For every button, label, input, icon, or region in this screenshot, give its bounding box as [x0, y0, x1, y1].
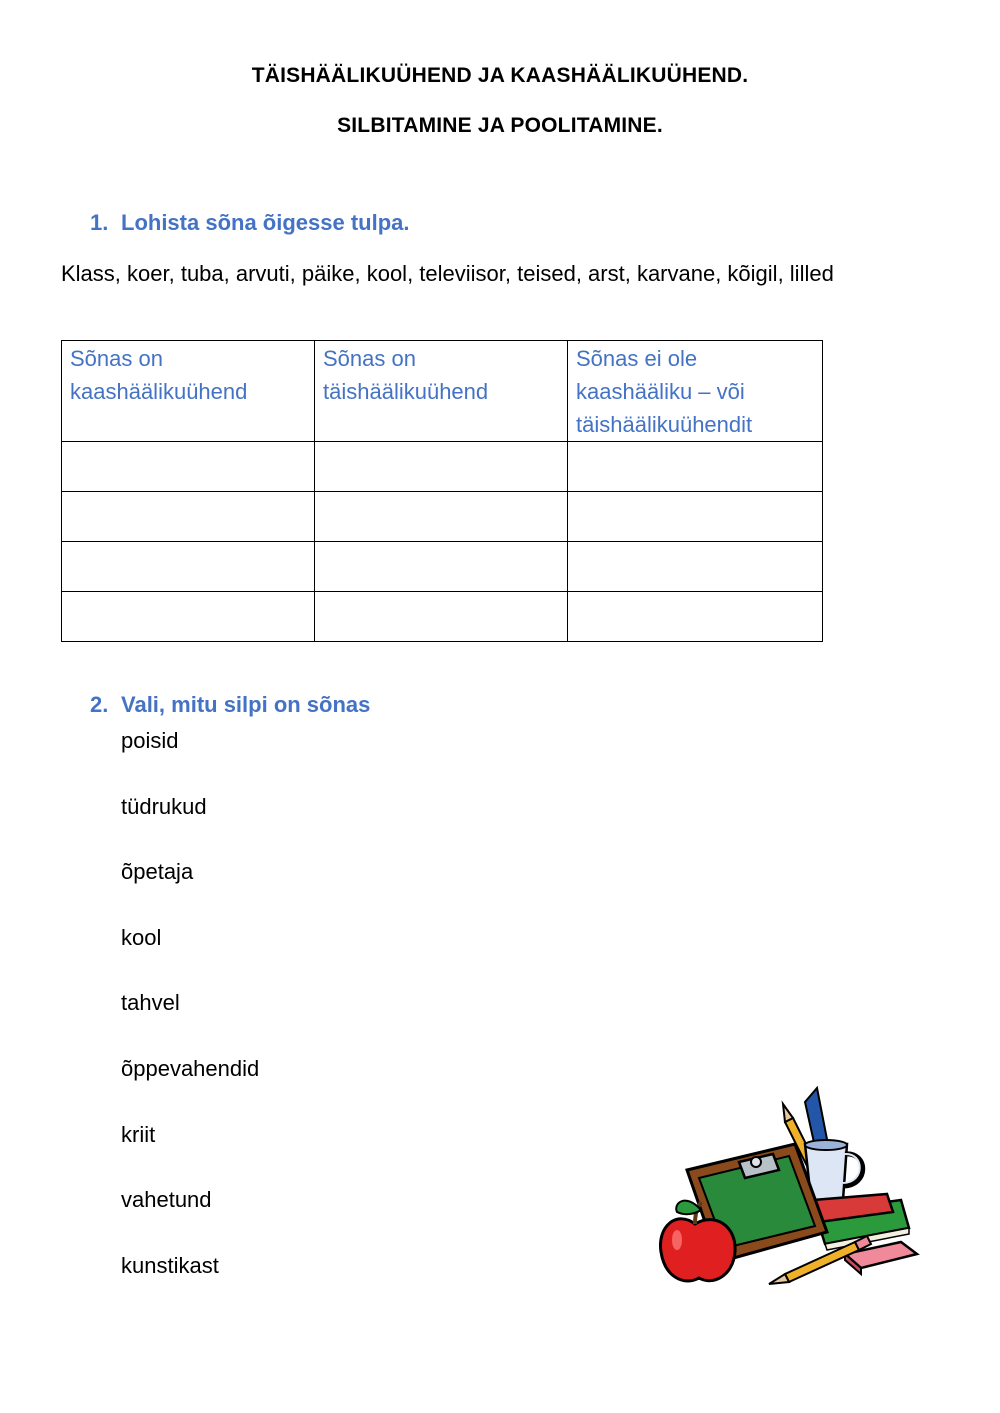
- drop-cell[interactable]: [62, 492, 315, 542]
- drop-cell[interactable]: [568, 492, 823, 542]
- table-row: [62, 492, 823, 542]
- drop-cell[interactable]: [568, 442, 823, 492]
- syllable-word: vahetund: [121, 1187, 212, 1213]
- drop-cell[interactable]: [568, 542, 823, 592]
- task-2-heading: [90, 692, 370, 718]
- sorting-table: [61, 340, 823, 642]
- task-1-instruction: Lohista sõna õigesse tulpa.: [121, 210, 410, 235]
- task-1-number: 1.: [90, 210, 109, 235]
- column-header-consonant-cluster: Sõnas on kaashäälikuühend: [62, 341, 315, 442]
- syllable-word: tahvel: [121, 990, 180, 1016]
- syllable-word: kriit: [121, 1121, 156, 1147]
- table-header-row: [62, 341, 823, 442]
- syllable-word: kool: [121, 924, 162, 950]
- worksheet-title-line-2: SILBITAMINE JA POOLITAMINE.: [337, 114, 663, 137]
- syllable-word: poisid: [121, 728, 179, 753]
- school-supplies-clipart: [655, 1082, 925, 1292]
- drop-cell[interactable]: [62, 542, 315, 592]
- task-2-number: 2.: [90, 692, 109, 717]
- drop-cell[interactable]: [62, 592, 315, 642]
- drop-cell[interactable]: [568, 592, 823, 642]
- table-row: [62, 442, 823, 492]
- drop-cell[interactable]: [315, 442, 568, 492]
- syllable-word: õpetaja: [121, 859, 194, 885]
- drop-cell[interactable]: [315, 592, 568, 642]
- worksheet-title-line-1: TÄISHÄÄLIKUÜHEND JA KAASHÄÄLIKUÜHEND.: [251, 64, 749, 87]
- drop-cell[interactable]: [62, 442, 315, 492]
- column-header-no-cluster: Sõnas ei ole kaashääliku – või täishäälikuühendit: [568, 341, 823, 442]
- drop-cell[interactable]: [315, 542, 568, 592]
- column-header-vowel-cluster: Sõnas on täishäälikuühend: [315, 341, 568, 442]
- syllable-word-list: [121, 725, 259, 1315]
- table-row: [62, 592, 823, 642]
- syllable-word: õppevahendid: [121, 1055, 260, 1081]
- table-row: [62, 542, 823, 592]
- syllable-word: tüdrukud: [121, 793, 207, 819]
- task-2-instruction: Vali, mitu silpi on sõnas: [121, 692, 371, 717]
- word-bank[interactable]: Klass, koer, tuba, arvuti, päike, kool, televiisor, teised, arst, karvane, kõigil, lilled: [61, 261, 834, 286]
- task-1-heading: [90, 210, 410, 236]
- drop-cell[interactable]: [315, 492, 568, 542]
- syllable-word: kunstikast: [121, 1252, 219, 1278]
